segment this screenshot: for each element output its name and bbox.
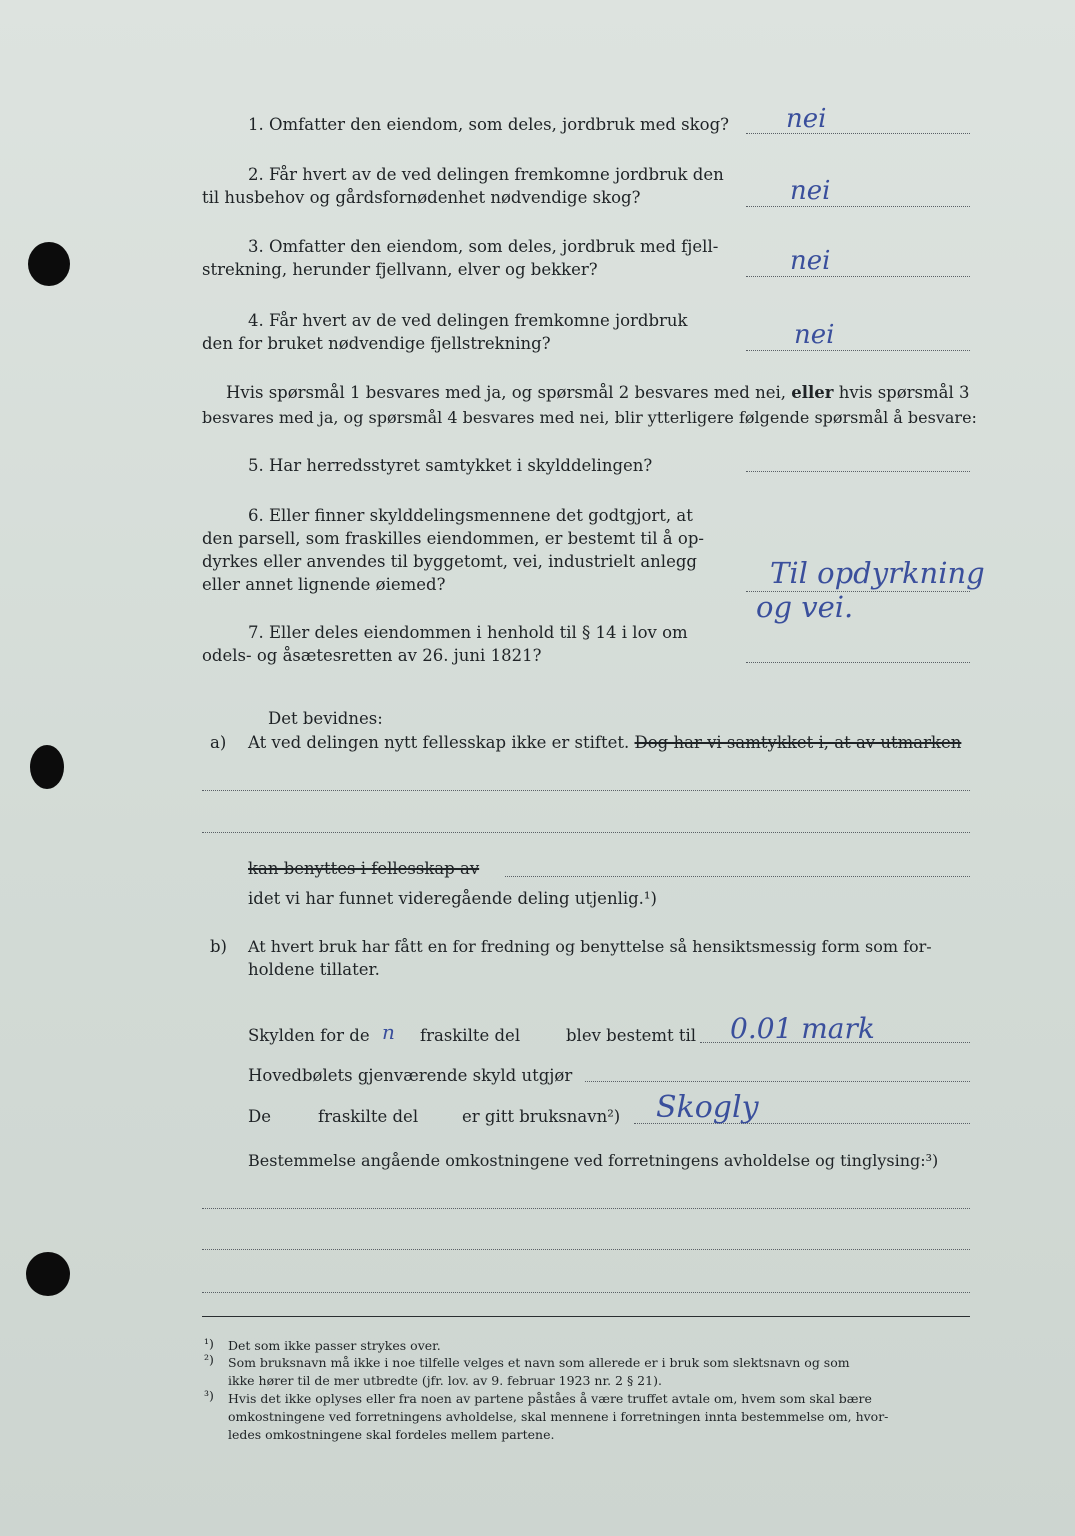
cost-blank-line-2 [202,1249,970,1250]
footnote-3-line-3: ledes omkostningene skal fordeles mellem partene. [228,1427,555,1442]
certify-b-text-1: At hvert bruk har fått en for fredning og benyttelse så hensiktsmessig form som for- [248,937,932,956]
footnote-2-line-1: Som bruksnavn må ikke i noe tilfelle velges et navn som allerede er i bruk som slektsnavn og som [228,1355,850,1370]
skyld-line-4: Bestemmelse angående omkostningene ved forretningens avholdelse og tinglysing:³) [248,1151,939,1170]
skyld-line-3-c: er gitt bruksnavn²) [462,1107,621,1126]
answer-line-5 [746,471,970,472]
certify-blank-line-1 [202,790,970,791]
certify-blank-line-3 [505,876,970,877]
condition-line-2: besvares med ja, og spørsmål 4 besvares med nei, blir ytterligere følgende spørsmål å besvare: [202,408,977,427]
condition-text-bold: eller [791,383,834,402]
answer-6-line-2: og vei. [756,590,854,624]
answer-line-4 [746,350,970,351]
punch-hole-bottom [26,1252,70,1296]
answer-line-7 [746,662,970,663]
answer-6-line-1: Til opdyrkning [770,556,985,590]
footnote-separator [202,1316,970,1317]
certify-a-line [248,732,961,754]
skyld-line-2: Hovedbølets gjenværende skyld utgjør [248,1066,573,1085]
question-6-line-2: den parsell, som fraskilles eiendommen, er bestemt til å op- [202,529,704,548]
certify-heading: Det bevidnes: [268,709,383,728]
footnote-2-mark: ²) [204,1352,214,1367]
question-4-line-2: den for bruket nødvendige fjellstrekning? [202,334,551,353]
question-6-line-4: eller annet lignende øiemed? [202,575,446,594]
question-3-line-2: strekning, herunder fjellvann, elver og bekker? [202,260,598,279]
question-6-line-3: dyrkes eller anvendes til byggetomt, vei, industrielt anlegg [202,552,697,571]
certify-blank-line-2 [202,832,970,833]
question-7-line-2: odels- og åsætesretten av 26. juni 1821? [202,646,542,665]
bruksnavn-value: Skogly [656,1090,759,1125]
footnote-3-line-2: omkostningene ved forretningens avholdelse, skal mennene i forretningen innta bestemmelse om, hvor- [228,1409,889,1424]
footnote-3-mark: ³) [204,1388,214,1403]
footnote-3-line-1: Hvis det ikke oplyses eller fra noen av partene påståes å være truffet avtale om, hvem som skal bære [228,1391,872,1406]
condition-text-a: Hvis spørsmål 1 besvares med ja, og spørsmål 2 besvares med nei, [226,383,787,402]
question-7-line-1: 7. Eller deles eiendommen i henhold til § 14 i lov om [248,623,688,642]
answer-4: nei [794,320,835,350]
question-2-line-2: til husbehov og gårdsfornødenhet nødvendige skog? [202,188,641,207]
question-2-line-1: 2. Får hvert av de ved delingen fremkomne jordbruk den [248,165,724,184]
answer-1: nei [786,104,827,134]
condition-text-b: hvis spørsmål 3 [838,383,970,402]
skyld-line-3-a: De [248,1107,271,1126]
question-4-line-1: 4. Får hvert av de ved delingen fremkomne jordbruk [248,311,688,330]
punch-hole-middle [30,745,64,789]
answer-line-1 [746,133,970,134]
skyld-value: 0.01 mark [730,1012,875,1045]
certify-a-struck-text-2: kan benyttes i fellesskap av [248,859,480,878]
question-5: 5. Har herredsstyret samtykket i skylddelingen? [248,456,653,475]
condition-line-1 [226,382,970,404]
skyld-line-1-handwritten: n [382,1020,395,1044]
answer-2: nei [790,176,831,206]
footnote-1-mark: ¹) [204,1336,214,1351]
answer-line-3 [746,276,970,277]
certify-a-struck-text: Dog har vi samtykket i, at av utmarken [634,733,962,752]
answer-line-2 [746,206,970,207]
skyld-line-1-a: Skylden for de [248,1026,370,1045]
cost-blank-line-1 [202,1208,970,1209]
skyld-value-line-2 [585,1081,970,1082]
footnote-1: Det som ikke passer strykes over. [228,1338,441,1353]
certify-a-text-2: idet vi har funnet videregående deling utjenlig.¹) [248,889,657,908]
certify-a-label: a) [210,733,227,752]
cost-blank-line-3 [202,1292,970,1293]
certify-b-text-2: holdene tillater. [248,960,380,979]
skyld-line-1-b: fraskilte del [420,1026,521,1045]
question-3-line-1: 3. Omfatter den eiendom, som deles, jordbruk med fjell- [248,237,719,256]
footnote-2-line-2: ikke hører til de mer utbredte (jfr. lov. av 9. februar 1923 nr. 2 § 21). [228,1373,662,1388]
punch-hole-top [28,242,70,286]
certify-b-label: b) [210,937,227,956]
certify-a-text: At ved delingen nytt fellesskap ikke er stiftet. [248,733,630,752]
answer-3: nei [790,246,831,276]
question-1: 1. Omfatter den eiendom, som deles, jordbruk med skog? [248,115,729,134]
skyld-line-3-b: fraskilte del [318,1107,419,1126]
skyld-line-1-c: blev bestemt til [566,1026,697,1045]
question-6-line-1: 6. Eller finner skylddelingsmennene det godtgjort, at [248,506,693,525]
